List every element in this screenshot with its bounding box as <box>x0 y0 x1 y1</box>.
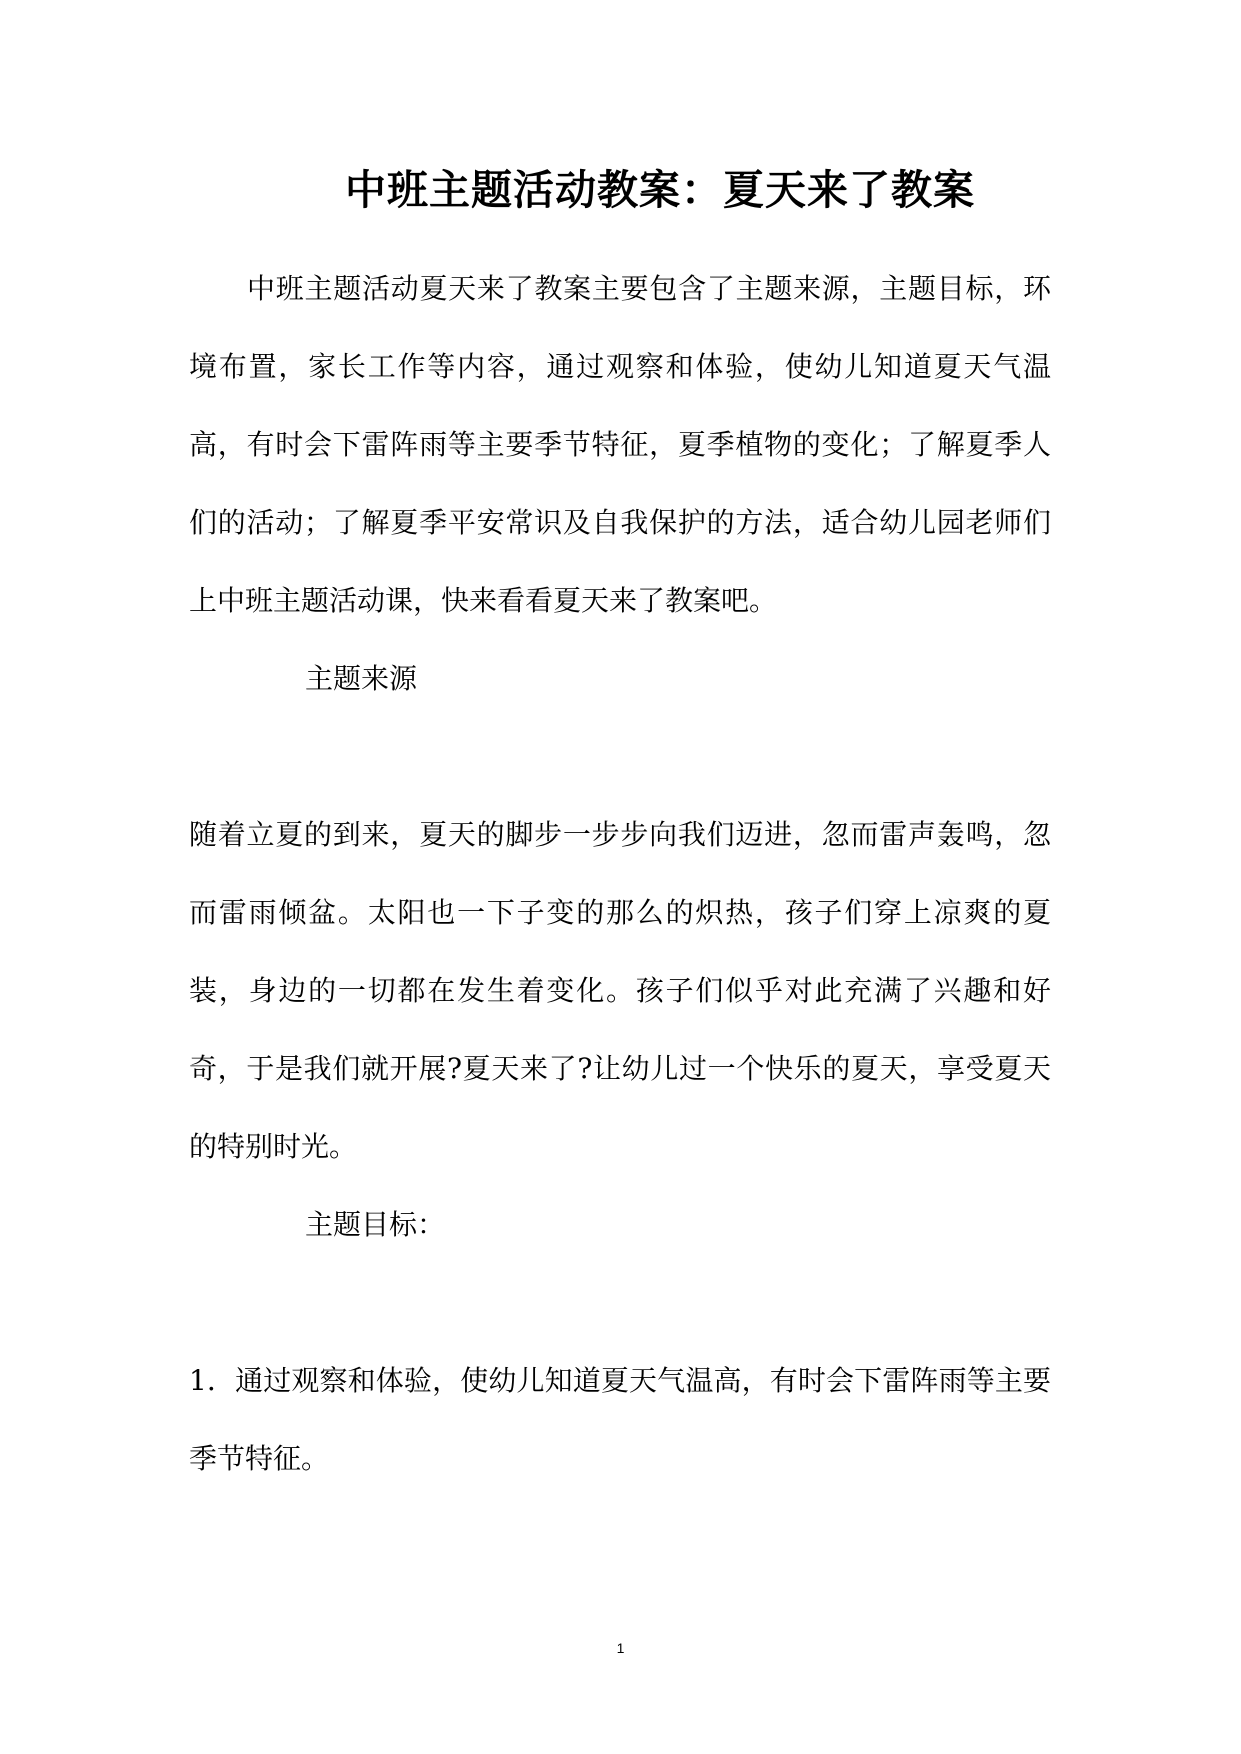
goal-item-1: 1．通过观察和体验，使幼儿知道夏天气温高，有时会下雷阵雨等主要季节特征。 <box>189 1364 1051 1475</box>
document-title: 中班主题活动教案：夏天来了教案 <box>345 166 975 214</box>
section-heading-goals: 主题目标： <box>305 1208 446 1241</box>
intro-paragraph: 中班主题活动夏天来了教案主要包含了主题来源，主题目标，环境布置，家长工作等内容，通过观察和体验，使幼儿知道夏天气温高，有时会下雷阵雨等主要季节特征，夏季植物的变化；了解夏季人们的活动；了解夏季平安常识及自我保护的方法，适合幼儿园老师们上中班主题活动课，快来看看夏天来了教案吧。 <box>189 272 1051 617</box>
page-number: 1 <box>616 1640 625 1656</box>
section-heading-source: 主题来源 <box>305 662 418 695</box>
source-paragraph: 随着立夏的到来，夏天的脚步一步步向我们迈进，忽而雷声轰鸣，忽而雷雨倾盆。太阳也一下子变的那么的炽热，孩子们穿上凉爽的夏装，身边的一切都在发生着变化。孩子们似乎对此充满了兴趣和好奇，于是我们就开展?夏天来了?让幼儿过一个快乐的夏天，享受夏天的特别时光。 <box>189 818 1051 1163</box>
document-body <box>189 250 1051 1498</box>
spacer <box>189 718 1051 796</box>
spacer <box>189 1264 1051 1342</box>
